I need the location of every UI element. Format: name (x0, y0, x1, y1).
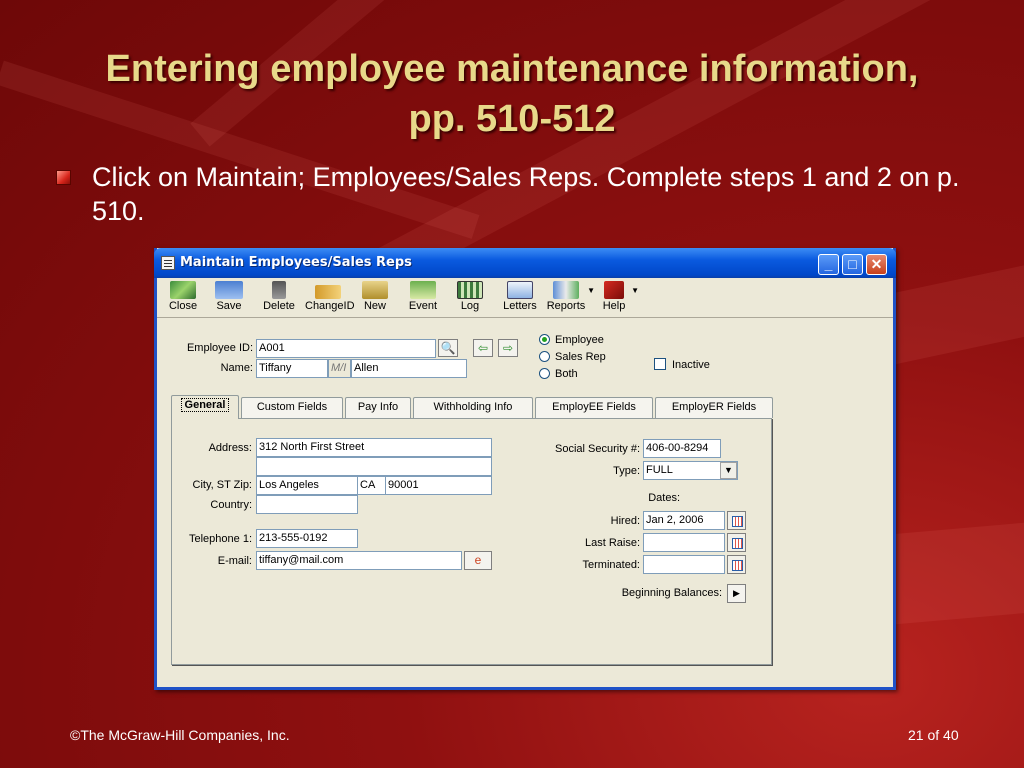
last-name-field[interactable]: Allen (351, 359, 467, 378)
copyright-footer: ©The McGraw-Hill Companies, Inc. (70, 727, 290, 743)
radio-both[interactable]: Both (539, 368, 578, 380)
calendar-icon[interactable] (727, 511, 746, 530)
previous-record-icon[interactable]: ⇦ (473, 339, 493, 357)
calendar-icon[interactable] (727, 533, 746, 552)
beginning-balances-label: Beginning Balances: (621, 587, 722, 599)
window-app-icon (161, 256, 175, 270)
letters-icon (507, 281, 533, 299)
save-icon (215, 281, 243, 299)
toolbar-new-button[interactable]: New (357, 281, 393, 315)
send-email-icon[interactable]: e (464, 551, 492, 570)
state-field[interactable]: CA (357, 476, 386, 495)
toolbar-help-button[interactable]: Help ▼ (597, 281, 631, 315)
log-icon (457, 281, 483, 299)
help-icon (604, 281, 624, 299)
last-raise-label: Last Raise: (584, 537, 640, 549)
chevron-down-icon[interactable]: ▼ (720, 462, 737, 479)
window-title: Maintain Employees/Sales Reps (180, 255, 412, 270)
email-field[interactable]: tiffany@mail.com (256, 551, 462, 570)
bullet-icon (56, 170, 71, 185)
tab-employer-fields[interactable]: EmployER Fields (655, 397, 773, 418)
minimize-button[interactable]: _ (818, 254, 839, 275)
new-icon (362, 281, 388, 299)
toolbar-event-button[interactable]: Event (405, 281, 441, 315)
ssn-label: Social Security #: (555, 443, 640, 455)
search-icon[interactable]: 🔍 (438, 339, 458, 357)
reports-icon (553, 281, 579, 299)
chevron-down-icon: ▼ (631, 286, 639, 295)
close-window-button[interactable]: ✕ (866, 254, 887, 275)
name-label: Name: (220, 362, 253, 374)
dates-label: Dates: (648, 492, 680, 504)
general-tab-panel (171, 418, 772, 665)
middle-initial-field[interactable]: M/I (328, 359, 351, 378)
tab-employee-fields[interactable]: EmployEE Fields (535, 397, 653, 418)
change-id-icon (315, 285, 341, 299)
radio-employee[interactable]: Employee (539, 334, 604, 346)
delete-icon (272, 281, 286, 299)
tab-custom-fields[interactable]: Custom Fields (241, 397, 343, 418)
terminated-label: Terminated: (582, 559, 640, 571)
hired-label: Hired: (610, 515, 640, 527)
bullet-text: Click on Maintain; Employees/Sales Reps. Complete steps 1 and 2 on p. 510. (92, 162, 960, 226)
inactive-checkbox[interactable]: Inactive (654, 358, 710, 371)
toolbar-reports-button[interactable]: Reports ▼ (545, 281, 587, 315)
radio-sales-rep[interactable]: Sales Rep (539, 351, 606, 363)
address-label: Address: (208, 442, 252, 454)
tab-pay-info[interactable]: Pay Info (345, 397, 411, 418)
tab-withholding-info[interactable]: Withholding Info (413, 397, 533, 418)
tab-general[interactable]: General (171, 395, 239, 419)
employee-id-field[interactable]: A001 (256, 339, 436, 358)
slide-title: Entering employee maintenance information, pp. 510-512 (105, 48, 919, 140)
city-field[interactable]: Los Angeles (256, 476, 358, 495)
country-label: Country: (210, 499, 252, 511)
toolbar (157, 278, 893, 318)
page-number: 21 of 40 (908, 727, 959, 743)
toolbar-changeid-button[interactable]: ChangeID (305, 281, 351, 315)
maximize-button[interactable]: □ (842, 254, 863, 275)
window-titlebar[interactable] (154, 248, 896, 278)
next-record-icon[interactable]: ⇨ (498, 339, 518, 357)
email-label: E-mail: (217, 555, 252, 567)
address-line2-field[interactable] (256, 457, 492, 476)
beginning-balances-button[interactable]: ▶ (727, 584, 746, 603)
last-raise-date-field[interactable] (643, 533, 725, 552)
telephone-field[interactable]: 213-555-0192 (256, 529, 358, 548)
hired-date-field[interactable]: Jan 2, 2006 (643, 511, 725, 530)
toolbar-log-button[interactable]: Log (453, 281, 487, 315)
chevron-down-icon: ▼ (587, 286, 595, 295)
toolbar-delete-button[interactable]: Delete (259, 281, 299, 315)
maintain-employees-window (154, 248, 896, 690)
terminated-date-field[interactable] (643, 555, 725, 574)
toolbar-letters-button[interactable]: Letters (501, 281, 539, 315)
toolbar-save-button[interactable]: Save (211, 281, 247, 315)
country-field[interactable] (256, 495, 358, 514)
type-label: Type: (613, 465, 640, 477)
employee-id-label: Employee ID: (186, 342, 253, 354)
close-icon (170, 281, 196, 299)
calendar-icon[interactable] (727, 555, 746, 574)
first-name-field[interactable]: Tiffany (256, 359, 328, 378)
zip-field[interactable]: 90001 (385, 476, 492, 495)
address-line1-field[interactable]: 312 North First Street (256, 438, 492, 457)
telephone-label: Telephone 1: (189, 533, 252, 545)
toolbar-close-button[interactable]: Close (165, 281, 201, 315)
type-dropdown[interactable]: FULL (643, 461, 738, 480)
city-state-zip-label: City, ST Zip: (192, 479, 252, 491)
event-icon (410, 281, 436, 299)
ssn-field[interactable]: 406-00-8294 (643, 439, 721, 458)
